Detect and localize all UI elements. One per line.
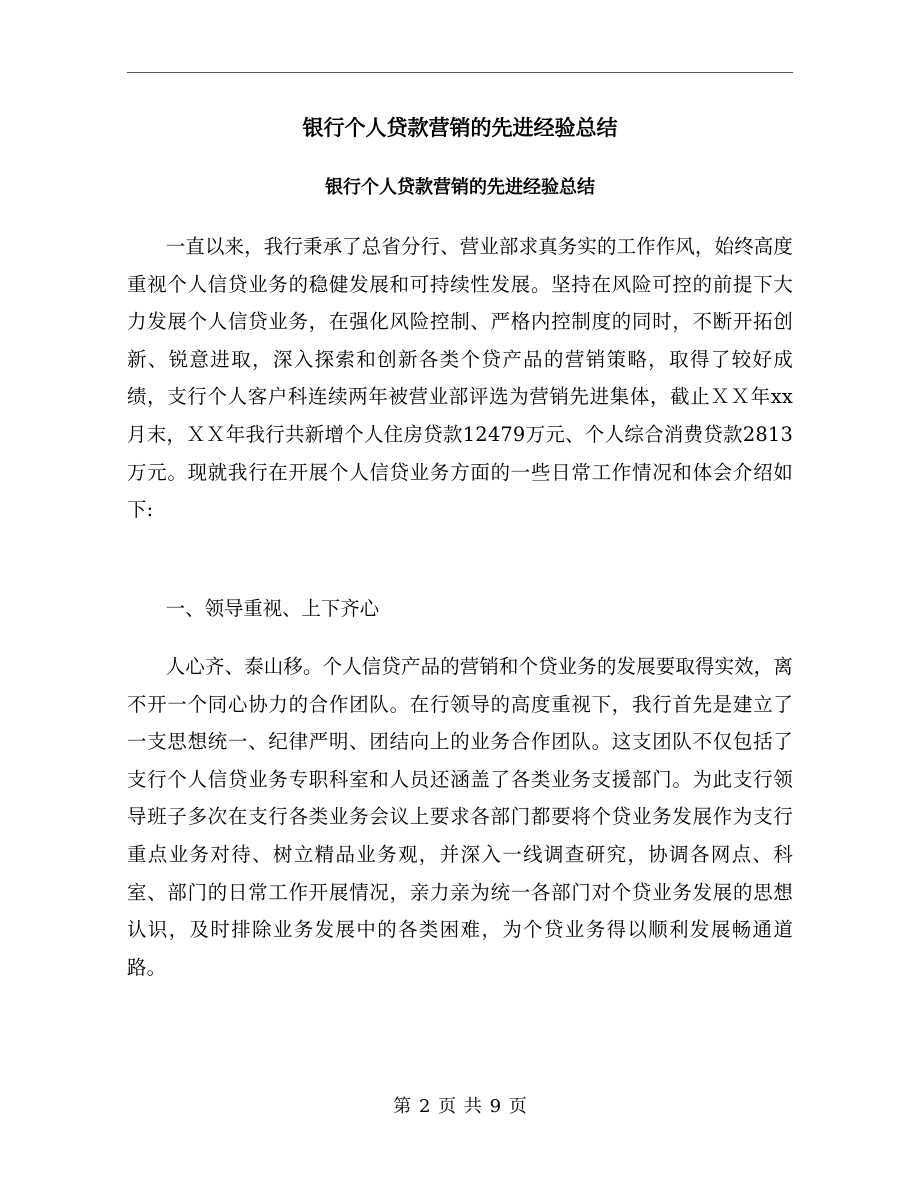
paragraph-section-1: 人心齐、泰山移。个人信贷产品的营销和个贷业务的发展要取得实效，离不开一个同心协力的合作团队。在行领导的高度重视下，我行首先是建立了一支思想统一、纪律严明、团结向上的业务合作团队。这支团队不仅包括了支行个人信贷业务专职科室和人员还涵盖了各类业务支援部门。为此支行领导班子多次在支行各类业务会议上要求各部门都要将个贷业务发展作为支行重点业务对待、树立精品业务观，并深入一线调查研究，协调各网点、科室、部门的日常工作开展情况，亲力亲为统一各部门对个贷业务发展的思想认识，及时排除业务发展中的各类困难，为个贷业务得以顺利发展畅通道路。 xyxy=(127,655,793,979)
header-rule xyxy=(127,72,793,73)
document-subtitle: 银行个人贷款营销的先进经验总结 xyxy=(325,177,595,198)
page-number: 第 2 页 共 9 页 xyxy=(393,1096,527,1117)
section-heading: 一、领导重视、上下齐心 xyxy=(165,597,380,620)
document-title: 银行个人贷款营销的先进经验总结 xyxy=(302,115,618,140)
paragraph-intro: 一直以来，我行秉承了总省分行、营业部求真务实的工作作风，始终高度重视个人信贷业务的稳健发展和可持续性发展。坚持在风险可控的前提下大力发展个人信贷业务，在强化风险控制、严格内控制度的同时，不断开拓创新、锐意进取，深入探索和创新各类个贷产品的营销策略，取得了较好成绩，支行个人客户科连续两年被营业部评选为营销先进集体，截止ＸＸ年xx月末，ＸＸ年我行共新增个人住房贷款12479万元、个人综合消费贷款2813万元。现就我行在开展个人信贷业务方面的一些日常工作情况和体会介绍如下: xyxy=(127,235,793,522)
